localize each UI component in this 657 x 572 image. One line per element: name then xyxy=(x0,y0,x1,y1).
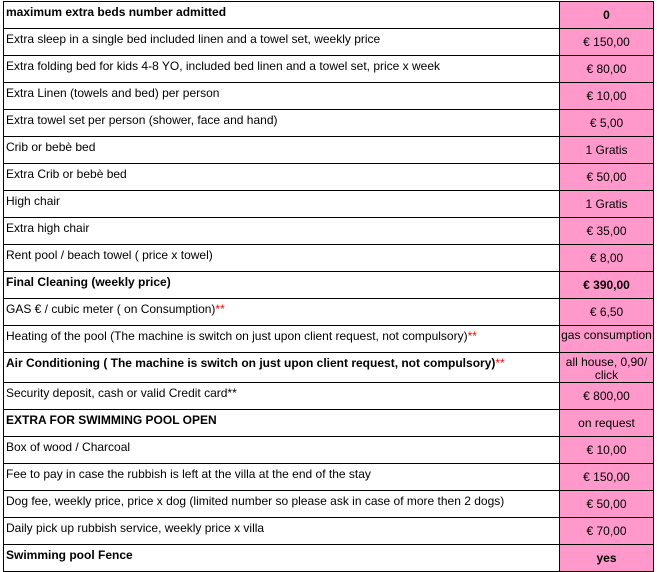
row-label xyxy=(4,110,560,137)
row-label-text: EXTRA FOR SWIMMING POOL OPEN xyxy=(6,413,217,427)
asterisk-marker: ** xyxy=(495,356,505,370)
row-label-text: Security deposit, cash or valid Credit card** xyxy=(6,386,237,400)
table-row xyxy=(4,56,654,83)
row-label xyxy=(4,518,560,545)
row-value: 0 xyxy=(560,2,654,29)
row-label xyxy=(4,245,560,272)
row-label-text: Dog fee, weekly price, price x dog (limited number so please ask in case of more then 2 dogs) xyxy=(6,494,505,508)
row-value: € 80,00 xyxy=(560,56,654,83)
table-row xyxy=(4,164,654,191)
row-label-text: Fee to pay in case the rubbish is left at the villa at the end of the stay xyxy=(6,467,371,481)
extras-price-table xyxy=(3,1,654,572)
row-value: € 800,00 xyxy=(560,383,654,410)
table-row xyxy=(4,326,654,353)
row-label-text: Final Cleaning (weekly price) xyxy=(6,275,171,289)
row-label-text: High chair xyxy=(6,194,61,208)
row-value: gas consumption xyxy=(560,326,654,353)
row-label-text: Box of wood / Charcoal xyxy=(6,440,131,454)
table-row xyxy=(4,272,654,299)
row-label xyxy=(4,272,560,299)
row-label xyxy=(4,491,560,518)
row-label-text: Swimming pool Fence xyxy=(6,548,133,562)
row-label xyxy=(4,83,560,110)
row-value: € 8,00 xyxy=(560,245,654,272)
table-row xyxy=(4,353,654,383)
row-label xyxy=(4,164,560,191)
table-row xyxy=(4,518,654,545)
row-label-text: Daily pick up rubbish service, weekly price x villa xyxy=(6,521,265,535)
table-row xyxy=(4,491,654,518)
row-label-text: Rent pool / beach towel ( price x towel) xyxy=(6,248,213,262)
row-value: € 390,00 xyxy=(560,272,654,299)
table-row xyxy=(4,29,654,56)
row-label xyxy=(4,353,560,383)
row-value: € 50,00 xyxy=(560,491,654,518)
row-label xyxy=(4,410,560,437)
table-row xyxy=(4,545,654,572)
row-value: yes xyxy=(560,545,654,572)
row-label xyxy=(4,218,560,245)
row-label xyxy=(4,464,560,491)
row-label xyxy=(4,326,560,353)
row-value: 1 Gratis xyxy=(560,137,654,164)
table-row xyxy=(4,299,654,326)
row-label xyxy=(4,56,560,83)
row-label xyxy=(4,137,560,164)
table-row xyxy=(4,410,654,437)
row-label-text: Extra sleep in a single bed included linen and a towel set, weekly price xyxy=(6,32,381,46)
table-row xyxy=(4,137,654,164)
table-row xyxy=(4,2,654,29)
row-value: all house, 0,90/ click xyxy=(560,353,654,383)
table-row xyxy=(4,437,654,464)
row-label xyxy=(4,383,560,410)
asterisk-marker: ** xyxy=(215,302,225,316)
row-label-text: maximum extra beds number admitted xyxy=(6,5,227,19)
table-row xyxy=(4,245,654,272)
row-value: € 70,00 xyxy=(560,518,654,545)
asterisk-marker: ** xyxy=(467,329,477,343)
row-label-text: GAS € / cubic meter ( on Consumption) xyxy=(6,302,216,316)
table-row xyxy=(4,464,654,491)
row-label-text: Air Conditioning ( The machine is switch on just upon client request, not compulsory) xyxy=(6,356,496,370)
row-label-text: Heating of the pool (The machine is switch on just upon client request, not compulsory) xyxy=(6,329,468,343)
row-value: € 6,50 xyxy=(560,299,654,326)
table-row xyxy=(4,83,654,110)
row-value: € 5,00 xyxy=(560,110,654,137)
table-row xyxy=(4,383,654,410)
row-value: 1 Gratis xyxy=(560,191,654,218)
row-label xyxy=(4,545,560,572)
row-label xyxy=(4,191,560,218)
row-label-text: Extra Crib or bebè bed xyxy=(6,167,127,181)
row-label xyxy=(4,437,560,464)
row-label-text: Extra towel set per person (shower, face and hand) xyxy=(6,113,278,127)
row-value: € 50,00 xyxy=(560,164,654,191)
row-label xyxy=(4,299,560,326)
row-label-text: Extra Linen (towels and bed) per person xyxy=(6,86,220,100)
row-label xyxy=(4,29,560,56)
row-label-text: Crib or bebè bed xyxy=(6,140,96,154)
row-label-text: Extra folding bed for kids 4-8 YO, included bed linen and a towel set, price x week xyxy=(6,59,441,73)
row-label xyxy=(4,2,560,29)
row-value: € 150,00 xyxy=(560,29,654,56)
row-value: € 150,00 xyxy=(560,464,654,491)
row-label-text: Extra high chair xyxy=(6,221,90,235)
table-row xyxy=(4,218,654,245)
row-value: on request xyxy=(560,410,654,437)
row-value: € 35,00 xyxy=(560,218,654,245)
table-row xyxy=(4,110,654,137)
table-row xyxy=(4,191,654,218)
row-value: € 10,00 xyxy=(560,437,654,464)
row-value: € 10,00 xyxy=(560,83,654,110)
